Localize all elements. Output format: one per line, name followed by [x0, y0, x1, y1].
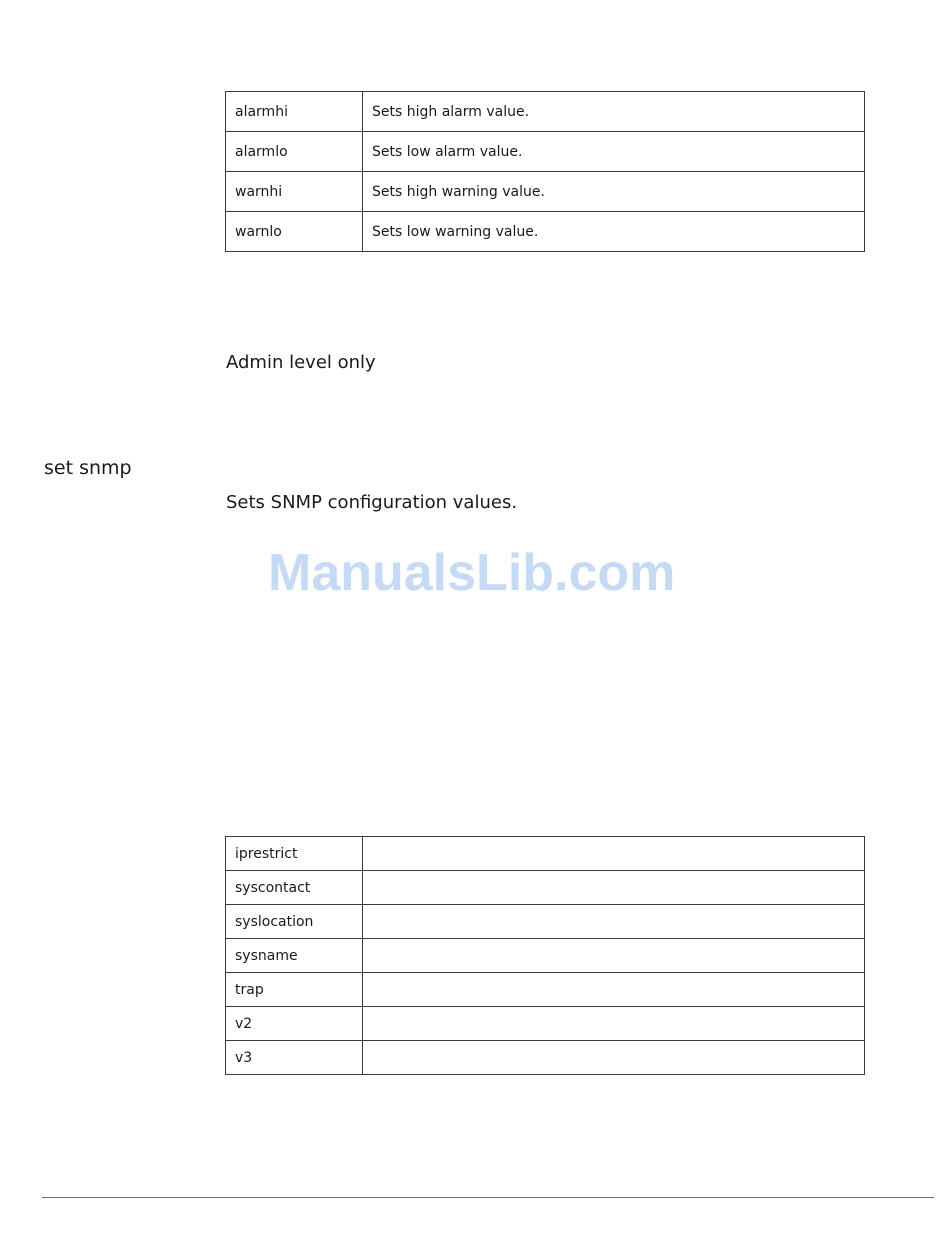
table-row — [226, 172, 865, 212]
section-heading: set snmp — [44, 457, 132, 479]
param-name: syslocation — [226, 905, 363, 939]
param-name: v3 — [226, 1041, 363, 1075]
table-row — [226, 871, 865, 905]
param-description — [363, 1007, 865, 1041]
table-row — [226, 1041, 865, 1075]
param-description: Sets low warning value. — [363, 212, 865, 252]
param-name: alarmhi — [226, 92, 363, 132]
table-row — [226, 973, 865, 1007]
table-row — [226, 905, 865, 939]
table-row — [226, 212, 865, 252]
watermark: ManualsLib.com — [268, 544, 676, 602]
footer-divider — [42, 1197, 934, 1198]
param-description: Sets low alarm value. — [363, 132, 865, 172]
param-description — [363, 837, 865, 871]
table-row — [226, 939, 865, 973]
param-name: iprestrict — [226, 837, 363, 871]
param-description — [363, 905, 865, 939]
param-description: Sets high warning value. — [363, 172, 865, 212]
table-row — [226, 1007, 865, 1041]
section-description: Sets SNMP configuration values. — [226, 492, 518, 513]
param-name: v2 — [226, 1007, 363, 1041]
table-row — [226, 92, 865, 132]
param-description — [363, 973, 865, 1007]
param-name: alarmlo — [226, 132, 363, 172]
param-name: sysname — [226, 939, 363, 973]
param-description — [363, 1041, 865, 1075]
parameter-table-sensor — [225, 91, 865, 252]
param-name: warnhi — [226, 172, 363, 212]
table-row — [226, 837, 865, 871]
param-name: warnlo — [226, 212, 363, 252]
param-description — [363, 939, 865, 973]
param-name: syscontact — [226, 871, 363, 905]
param-name: trap — [226, 973, 363, 1007]
access-note: Admin level only — [226, 352, 376, 373]
param-description — [363, 871, 865, 905]
param-description: Sets high alarm value. — [363, 92, 865, 132]
table-row — [226, 132, 865, 172]
parameter-table-snmp — [225, 836, 865, 1075]
